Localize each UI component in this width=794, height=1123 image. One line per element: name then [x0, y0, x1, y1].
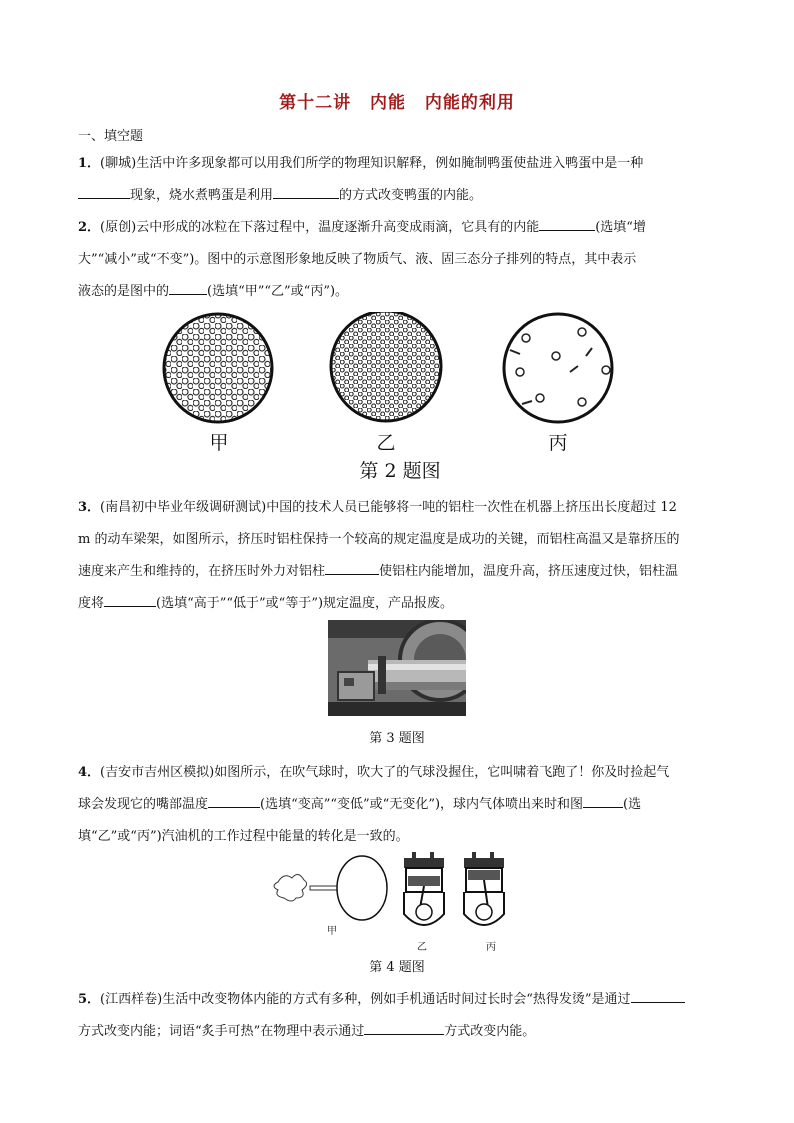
balloon-drawing [274, 856, 387, 920]
extrusion-machine-photo [328, 620, 466, 716]
q4-blank-1[interactable] [208, 793, 260, 808]
q4-label-bing: 丙 [486, 942, 496, 953]
solid-diagram [331, 312, 441, 421]
q2-blank-2[interactable] [169, 280, 207, 295]
q5-blank-1[interactable] [631, 988, 685, 1003]
q2-caption: 第 2 题图 [359, 460, 441, 482]
question-5: 5．(江西样卷)生活中改变物体内能的方式有多种，例如手机通话时间过长时会“热得发烫”是通过 方式改变内能；词语“炙手可热”在物理中表示通过 方式改变内能。 [78, 984, 720, 1048]
q3-blank-1[interactable] [325, 560, 379, 575]
question-4: 4．(吉安市吉州区模拟)如图所示，在吹气球时，吹大了的气球没握住，它叫啸着飞跑了！你及时捡起气 球会发现它的嘴部温度 (选填“变高”“变低”或“无变化”)，球内气体喷出来时和图 (选 填“乙”或“丙”)汽油机的工作过程中能量的转化是一致的。 [78, 765, 670, 844]
q1-blank-1[interactable] [78, 184, 130, 199]
balloon-and-engines-figure [272, 852, 512, 942]
question-3: 3．(南昌初中毕业年级调研测试)中国的技术人员已能够将一吨的铝柱一次性在机器上挤压出长度超过 12 m 的动车梁架，如图所示，挤压时铝柱保持一个较高的规定温度是成功的关键，而铝柱高温又是靠挤压的 速度来产生和维持的，在挤压时外力对铝柱 使铝柱内能增加，温度升高，挤压速度过快，铝柱温 度将 (选填“高于”“低于”或“等于”)规定温度，产品报废。 [78, 500, 680, 611]
engine-bing-drawing [464, 852, 504, 925]
gas-diagram [504, 314, 612, 422]
liquid-diagram [164, 314, 272, 422]
q5-blank-2[interactable] [364, 1020, 444, 1035]
q3-blank-2[interactable] [104, 592, 156, 607]
q2-label-bing: 丙 [548, 432, 568, 454]
q2-blank-1[interactable] [539, 216, 595, 231]
states-of-matter-figure [160, 312, 630, 432]
section-heading: 一、填空题 [78, 129, 144, 144]
engine-yi-drawing [404, 852, 444, 925]
q1-blank-2[interactable] [273, 184, 339, 199]
q4-blank-2[interactable] [583, 793, 623, 808]
q2-label-jia: 甲 [209, 432, 229, 454]
q4-label-yi: 乙 [417, 942, 427, 953]
question-2: 2．(原创)云中形成的冰粒在下落过程中，温度逐渐升高变成雨滴，它具有的内能 (选填“增 大”“减小”或“不变”)。图中的示意图形象地反映了物质气、液、固三态分子排列的特点，其中表示 液态的是图中的 (选填“甲”“乙”或“丙”)。 [78, 212, 720, 308]
q2-label-yi: 乙 [376, 432, 396, 454]
question-1: 1．(聊城)生活中许多现象都可以用我们所学的物理知识解释，例如腌制鸭蛋使盐进入鸭蛋中是一种 现象，烧水煮鸭蛋是利用 的方式改变鸭蛋的内能。 [78, 156, 644, 203]
page-title: 第十二讲 内能 内能的利用 [279, 93, 515, 113]
q4-label-jia: 甲 [327, 926, 337, 937]
q3-caption: 第 3 题图 [369, 731, 425, 746]
q4-caption: 第 4 题图 [369, 960, 425, 975]
